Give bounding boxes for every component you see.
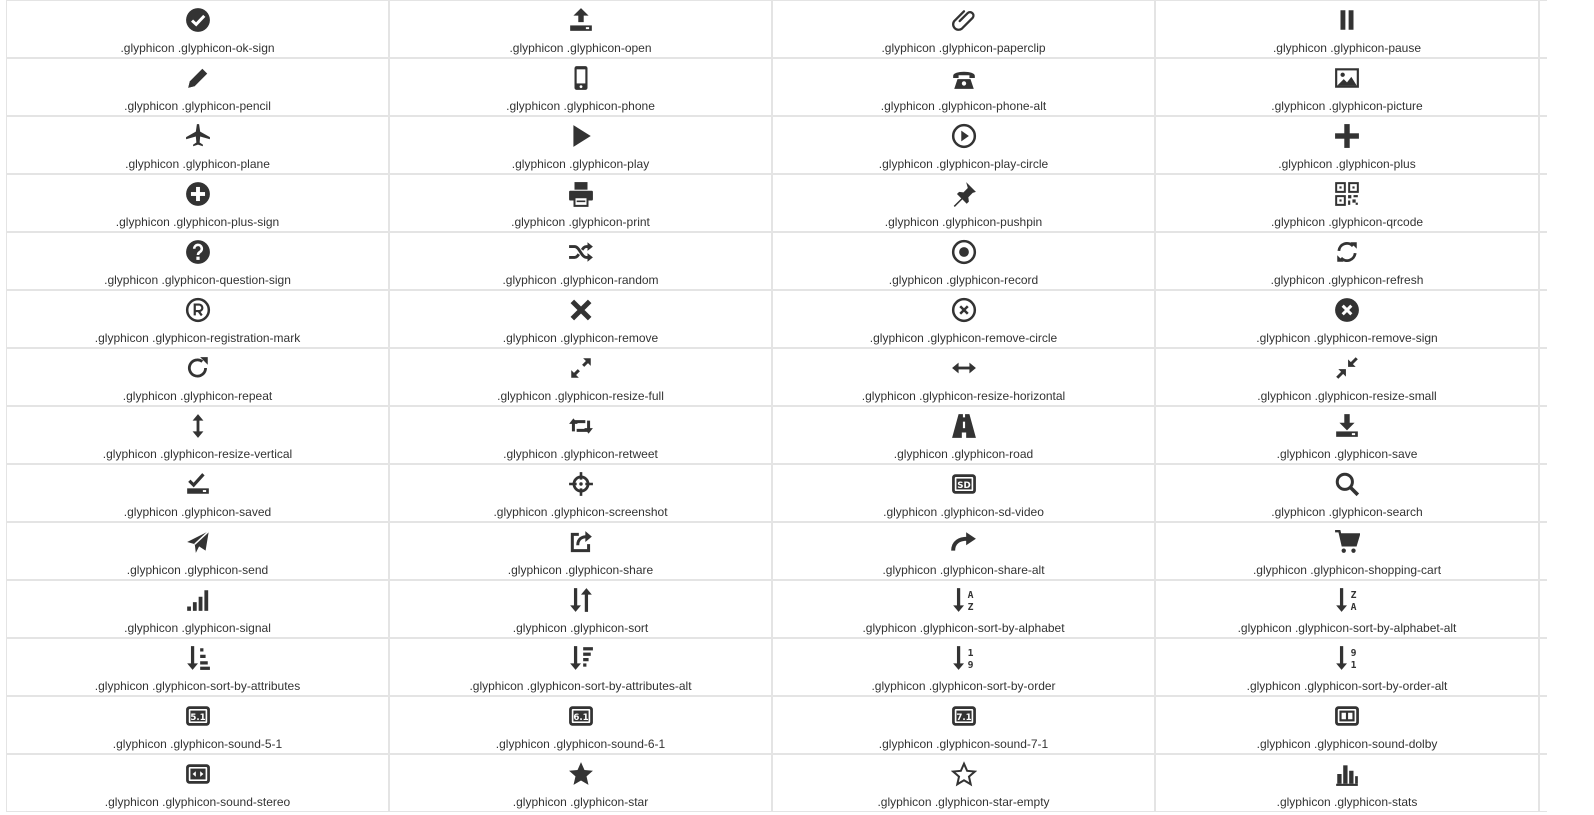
ok-sign-icon [185,7,211,33]
plus-icon [1334,123,1360,149]
glyph-class-label: .glyphicon .glyphicon-picture [1271,99,1423,113]
signal-icon [185,587,211,613]
glyph-class-label: .glyphicon .glyphicon-phone-alt [880,99,1047,113]
glyph-cell [773,755,1156,811]
glyph-cell [1156,59,1540,115]
glyph-cell [7,523,390,579]
glyph-cell [1156,233,1540,289]
svg-text:9: 9 [1350,647,1357,659]
glyph-row [7,233,1547,291]
glyph-row [7,59,1547,117]
sort-by-order-icon [951,645,977,671]
glyph-row [7,755,1547,812]
glyph-cell [390,581,773,637]
glyph-class-label: .glyphicon .glyphicon-plane [125,157,270,171]
glyph-class-label: .glyphicon .glyphicon-retweet [503,447,658,461]
glyph-cell [390,697,773,753]
glyph-cell [390,523,773,579]
random-icon [568,239,594,265]
glyph-class-label: .glyphicon .glyphicon-plus-sign [115,215,280,229]
svg-text:A: A [967,589,973,601]
glyph-cell [773,407,1156,463]
play-icon [568,123,594,149]
glyph-class-label: .glyphicon .glyphicon-refresh [1270,273,1424,287]
qrcode-icon [1334,181,1360,207]
glyph-class-label: .glyphicon .glyphicon-screenshot [493,505,668,519]
glyph-cell [7,407,390,463]
glyph-class-label: .glyphicon .glyphicon-sort-by-attributes-alt [469,679,692,693]
glyph-class-label: .glyphicon .glyphicon-star-empty [877,795,1050,809]
glyph-class-label: .glyphicon .glyphicon-signal [124,621,271,635]
retweet-icon [568,413,594,439]
glyph-cell [7,581,390,637]
glyph-cell [7,291,390,347]
glyph-class-label: .glyphicon .glyphicon-sort-by-order [871,679,1056,693]
glyph-cell [390,59,773,115]
glyph-class-label: .glyphicon .glyphicon-share [507,563,654,577]
glyph-class-label: .glyphicon .glyphicon-sound-dolby [1256,737,1438,751]
glyph-class-label: .glyphicon .glyphicon-resize-full [497,389,664,403]
search-icon [1334,471,1360,497]
glyph-class-label: .glyphicon .glyphicon-sort-by-attributes [94,679,301,693]
sound-7-1-icon [951,703,977,729]
shopping-cart-icon [1334,529,1360,555]
glyph-cell [7,175,390,231]
glyph-cell [1156,291,1540,347]
glyph-cell [7,59,390,115]
glyph-cell [1156,117,1540,173]
glyph-cell [1156,407,1540,463]
glyph-cell [1156,697,1540,753]
glyph-class-label: .glyphicon .glyphicon-paperclip [881,41,1046,55]
glyph-class-label: .glyphicon .glyphicon-road [893,447,1034,461]
glyph-cell [773,175,1156,231]
glyph-cell [773,1,1156,57]
glyph-class-label: .glyphicon .glyphicon-remove [502,331,659,345]
paperclip-icon [951,7,977,33]
sort-by-attributes-alt-icon [568,645,594,671]
glyph-cell [773,523,1156,579]
resize-horizontal-icon [951,355,977,381]
glyph-cell [1156,465,1540,521]
glyph-class-label: .glyphicon .glyphicon-send [126,563,269,577]
glyph-class-label: .glyphicon .glyphicon-save [1276,447,1418,461]
svg-text:1: 1 [967,647,973,659]
glyph-cell [390,755,773,811]
save-icon [1334,413,1360,439]
record-icon [951,239,977,265]
glyph-cell [1156,349,1540,405]
glyph-class-label: .glyphicon .glyphicon-sound-6-1 [495,737,666,751]
glyph-class-label: .glyphicon .glyphicon-sound-stereo [104,795,291,809]
picture-icon [1334,65,1360,91]
phone-alt-icon [951,65,977,91]
pushpin-icon [951,181,977,207]
star-empty-icon [951,761,977,787]
glyph-class-label: .glyphicon .glyphicon-sort-by-alphabet [862,621,1065,635]
glyph-cell [7,639,390,695]
glyph-cell [7,1,390,57]
star-icon [568,761,594,787]
play-circle-icon [951,123,977,149]
glyph-row [7,117,1547,175]
glyph-class-label: .glyphicon .glyphicon-ok-sign [120,41,275,55]
svg-text:Z: Z [967,601,973,613]
open-icon [568,7,594,33]
glyph-cell [7,233,390,289]
svg-text:Z: Z [1350,589,1357,601]
glyph-class-label: .glyphicon .glyphicon-qrcode [1270,215,1424,229]
glyph-class-label: .glyphicon .glyphicon-sound-7-1 [878,737,1049,751]
glyph-row [7,1,1547,59]
glyph-cell [7,349,390,405]
road-icon [951,413,977,439]
glyph-cell [773,465,1156,521]
glyph-cell [390,349,773,405]
resize-full-icon [568,355,594,381]
sort-by-attributes-icon [185,645,211,671]
glyph-class-label: .glyphicon .glyphicon-pause [1272,41,1422,55]
refresh-icon [1334,239,1360,265]
glyph-row [7,291,1547,349]
sound-5-1-icon [185,703,211,729]
glyph-class-label: .glyphicon .glyphicon-print [511,215,650,229]
glyph-class-label: .glyphicon .glyphicon-record [888,273,1039,287]
pencil-icon [185,65,211,91]
glyph-class-label: .glyphicon .glyphicon-resize-vertical [102,447,293,461]
glyph-cell [7,465,390,521]
sound-6-1-icon [568,703,594,729]
glyph-row [7,581,1547,639]
glyph-cell [773,117,1156,173]
glyph-cell [390,407,773,463]
repeat-icon [185,355,211,381]
sort-icon [568,587,594,613]
glyph-class-label: .glyphicon .glyphicon-star [512,795,649,809]
resize-small-icon [1334,355,1360,381]
glyph-cell [1156,581,1540,637]
glyph-class-label: .glyphicon .glyphicon-sort [512,621,649,635]
print-icon [568,181,594,207]
remove-icon [568,297,594,323]
svg-text:1: 1 [1350,659,1357,671]
glyph-cell [773,291,1156,347]
glyph-row [7,697,1547,755]
stats-icon [1334,761,1360,787]
glyph-cell [7,697,390,753]
glyph-class-label: .glyphicon .glyphicon-saved [123,505,272,519]
glyph-cell [773,59,1156,115]
svg-text:9: 9 [967,659,973,671]
glyph-class-label: .glyphicon .glyphicon-play [511,157,650,171]
glyph-class-label: .glyphicon .glyphicon-random [502,273,659,287]
glyph-class-label: .glyphicon .glyphicon-open [509,41,652,55]
send-icon [185,529,211,555]
sound-dolby-icon [1334,703,1360,729]
glyph-class-label: .glyphicon .glyphicon-phone [506,99,655,113]
glyph-class-label: .glyphicon .glyphicon-repeat [122,389,273,403]
sd-video-icon [951,471,977,497]
svg-text:7.1: 7.1 [955,712,972,723]
glyph-class-label: .glyphicon .glyphicon-remove-circle [869,331,1058,345]
glyph-class-label: .glyphicon .glyphicon-sound-5-1 [112,737,283,751]
glyph-cell [390,639,773,695]
glyph-cell [390,1,773,57]
glyph-cell [773,697,1156,753]
share-icon [568,529,594,555]
glyph-row [7,639,1547,697]
glyph-class-label: .glyphicon .glyphicon-sd-video [883,505,1044,519]
glyph-cell [390,465,773,521]
sort-by-alphabet-alt-icon [1334,587,1360,613]
glyph-class-label: .glyphicon .glyphicon-shopping-cart [1252,563,1442,577]
glyph-row [7,465,1547,523]
glyph-cell [1156,175,1540,231]
plane-icon [185,123,211,149]
svg-text:5.1: 5.1 [189,712,206,723]
glyph-class-label: .glyphicon .glyphicon-resize-horizontal [861,389,1066,403]
svg-text:A: A [1350,601,1357,613]
sort-by-order-alt-icon [1334,645,1360,671]
glyph-class-label: .glyphicon .glyphicon-stats [1276,795,1418,809]
glyph-cell [773,581,1156,637]
glyph-class-label: .glyphicon .glyphicon-registration-mark [94,331,301,345]
glyph-cell [7,117,390,173]
sort-by-alphabet-icon [951,587,977,613]
glyph-cell [390,175,773,231]
svg-text:6.1: 6.1 [572,712,589,723]
glyph-cell [7,755,390,811]
sound-stereo-icon [185,761,211,787]
glyph-class-label: .glyphicon .glyphicon-share-alt [882,563,1045,577]
question-sign-icon [185,239,211,265]
glyph-class-label: .glyphicon .glyphicon-remove-sign [1256,331,1438,345]
glyph-class-label: .glyphicon .glyphicon-search [1271,505,1423,519]
glyph-row [7,407,1547,465]
phone-icon [568,65,594,91]
glyph-class-label: .glyphicon .glyphicon-play-circle [878,157,1049,171]
glyph-row [7,349,1547,407]
glyph-row [7,175,1547,233]
remove-circle-icon [951,297,977,323]
glyph-class-label: .glyphicon .glyphicon-pushpin [884,215,1043,229]
glyph-row [7,523,1547,581]
glyph-class-label: .glyphicon .glyphicon-pencil [124,99,271,113]
saved-icon [185,471,211,497]
plus-sign-icon [185,181,211,207]
glyph-cell [773,349,1156,405]
registration-mark-icon [185,297,211,323]
pause-icon [1334,7,1360,33]
resize-vertical-icon [185,413,211,439]
svg-text:SD: SD [956,480,971,491]
glyph-cell [390,233,773,289]
glyph-cell [1156,1,1540,57]
share-alt-icon [951,529,977,555]
glyph-cell [390,291,773,347]
glyph-cell [773,639,1156,695]
glyph-class-label: .glyphicon .glyphicon-plus [1278,157,1416,171]
glyph-cell [390,117,773,173]
glyph-class-label: .glyphicon .glyphicon-question-sign [104,273,291,287]
glyph-cell [1156,639,1540,695]
glyph-cell [773,233,1156,289]
glyph-class-label: .glyphicon .glyphicon-sort-by-alphabet-alt [1237,621,1457,635]
glyph-cell [1156,523,1540,579]
remove-sign-icon [1334,297,1360,323]
glyph-class-label: .glyphicon .glyphicon-sort-by-order-alt [1246,679,1448,693]
glyph-grid [6,0,1547,812]
glyph-cell [1156,755,1540,811]
glyph-class-label: .glyphicon .glyphicon-resize-small [1257,389,1437,403]
screenshot-icon [568,471,594,497]
